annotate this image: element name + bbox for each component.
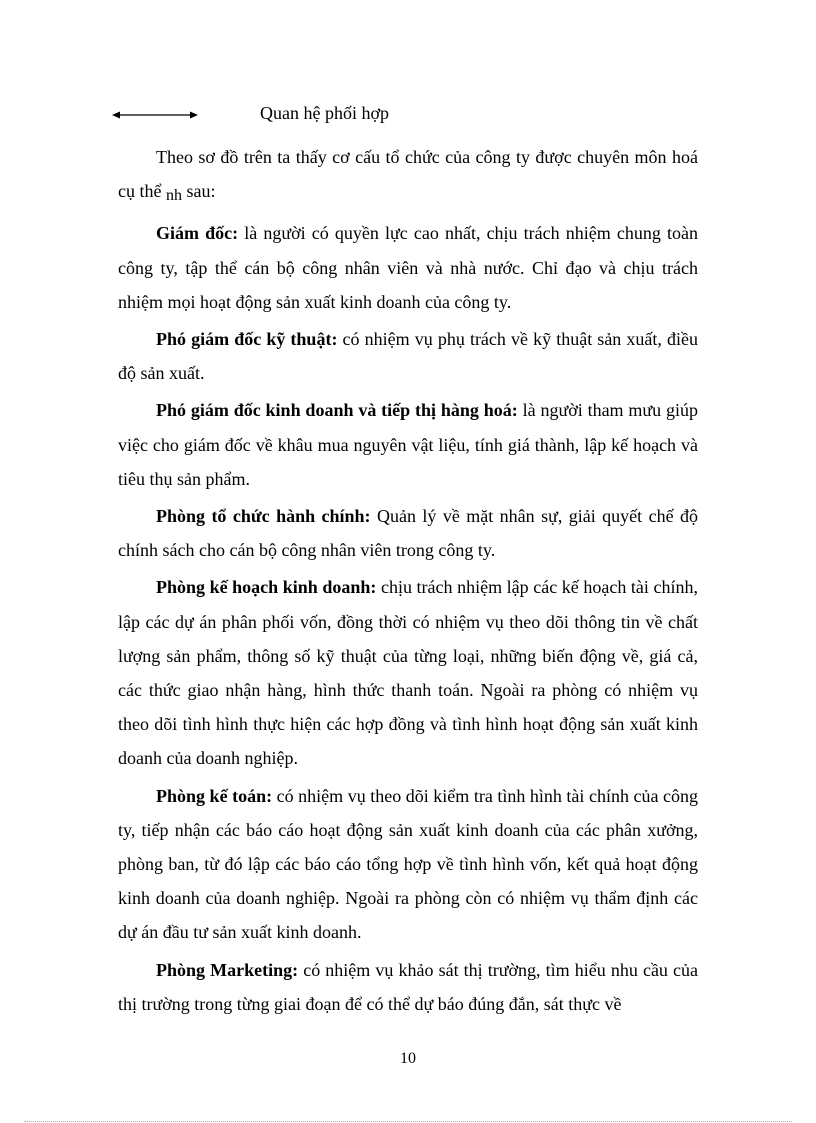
section-text: có nhiệm vụ phụ trách về kỹ thuật sản xuất, điều độ sản xuất.: [118, 329, 698, 384]
section-title: Phòng kế hoạch kinh doanh:: [156, 577, 377, 598]
section-admin-dept: [118, 499, 698, 567]
section-title: Phó giám đốc kỹ thuật:: [156, 329, 338, 350]
double-arrow-icon: [112, 109, 198, 121]
document-body: [118, 140, 698, 1024]
section-marketing-dept: [118, 953, 698, 1021]
section-business-deputy: [118, 393, 698, 496]
section-title: Phòng tổ chức hành chính:: [156, 506, 371, 527]
section-text: có nhiệm vụ theo dõi kiểm tra tình hình tài chính của công ty, tiếp nhận các báo cáo hoạt động sản xuất kinh doanh của các phân xưởng, phòng ban, từ đó lập các báo cáo tổng hợp về tình hình vốn, kết quả hoạt động kinh doanh của doanh nghiệp. Ngoài ra phòng còn có nhiệm vụ thẩm định các dự án đầu tư sản xuất kinh doanh.: [118, 785, 698, 943]
intro-tail: nh: [165, 187, 182, 205]
section-text: Quản lý về mặt nhân sự, giải quyết chế độ chính sách cho cán bộ công nhân viên trong công ty.: [118, 506, 698, 561]
section-title: Phó giám đốc kinh doanh và tiếp thị hàng hoá:: [156, 400, 518, 421]
section-title: Phòng kế toán:: [156, 785, 273, 806]
section-text: là người có quyền lực cao nhất, chịu trách nhiệm chung toàn công ty, tập thể cán bộ công nhân viên và nhà nước. Chỉ đạo và chịu trách nhiệm mọi hoạt động sản xuất kinh doanh của công ty.: [118, 223, 698, 312]
section-text: có nhiệm vụ khảo sát thị trường, tìm hiểu nhu cầu của thị trường trong từng giai đoạn để có thể dự báo đúng đắn, sát thực về: [118, 959, 699, 1014]
intro-end: sau:: [181, 181, 216, 202]
section-accounting-dept: [118, 779, 698, 950]
section-text: chịu trách nhiệm lập các kế hoạch tài chính, lập các dự án phân phối vốn, đồng thời có nhiệm vụ theo dõi thông tin về chất lượng sản phẩm, thông số kỹ thuật của từng loại, những biến động về, giá cả, các thức giao nhận hàng, hình thức thanh toán. Ngoài ra phòng có nhiệm vụ theo dõi tình hình thực hiện các hợp đồng và tình hình hoạt động sản xuất kinh doanh của doanh nghiệp.: [118, 577, 698, 769]
legend: [112, 100, 532, 128]
intro-paragraph: [118, 140, 698, 213]
section-planning-dept: [118, 570, 698, 775]
section-title: Giám đốc:: [156, 223, 239, 244]
footer-divider: [24, 1121, 792, 1122]
legend-label: Quan hệ phối hợp: [260, 103, 389, 123]
page-number: 10: [400, 1050, 416, 1067]
section-technical-deputy: [118, 322, 698, 390]
section-director: [118, 216, 698, 319]
section-title: Phòng Marketing:: [156, 959, 299, 980]
section-text: là người tham mưu giúp việc cho giám đốc về khâu mua nguyên vật liệu, tính giá thành, lập kế hoạch và tiêu thụ sản phẩm.: [118, 400, 699, 489]
intro-text: Theo sơ đồ trên ta thấy cơ cấu tổ chức của công ty được chuyên môn hoá cụ thể: [118, 147, 698, 202]
